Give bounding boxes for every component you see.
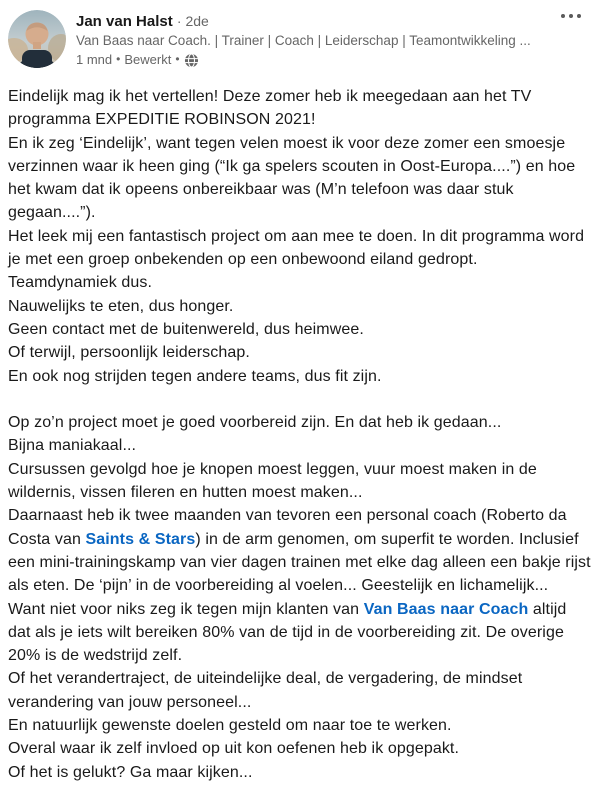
post-text: Of het verandertraject, de uiteindelijke deal, de vergadering, de mindset verandering van jouw personeel...	[8, 670, 523, 711]
header-text	[76, 10, 531, 68]
post-paragraph	[8, 737, 593, 760]
post-text: Of het is gelukt? Ga maar kijken...	[8, 763, 253, 781]
post-paragraph	[8, 271, 593, 294]
post-inline-link[interactable]: Van Baas naar Coach	[363, 600, 529, 618]
post-paragraph	[8, 318, 593, 341]
post-text: ) in de arm genomen, om superfit te worden. Inclusief een mini-trainingskamp van vier dagen trainen met elke dag alleen een bakje rijst als eten. De ‘pijn’ in de voorbereiding al voelen... Geestelijk en lichamelijk...	[8, 530, 591, 595]
post-paragraph	[8, 761, 593, 784]
post-text: Want niet voor niks zeg ik tegen mijn klanten van	[8, 600, 364, 618]
degree-label: 2de	[185, 13, 209, 29]
post-text: Geen contact met de buitenwereld, dus heimwee.	[8, 320, 364, 338]
post-paragraph	[8, 504, 593, 597]
post-paragraph	[8, 667, 593, 714]
post-paragraph	[8, 365, 593, 388]
post-paragraph	[8, 85, 593, 132]
post-text: Bijna maniakaal...	[8, 437, 137, 455]
post-paragraph	[8, 225, 593, 272]
avatar-photo	[8, 10, 66, 68]
post-text: Eindelijk mag ik het vertellen! Deze zomer heb ik meegedaan aan het TV programma EXPEDITIE ROBINSON 2021!	[8, 88, 532, 129]
post-text: En ook nog strijden tegen andere teams, dus fit zijn.	[8, 367, 382, 385]
timestamp: 1 mnd	[76, 52, 113, 67]
post-text: Daarnaast heb ik twee maanden van tevoren een personal coach (Roberto da Costa van	[8, 507, 567, 548]
post-text: Nauwelijks te eten, dus honger.	[8, 297, 234, 315]
meta-separator: •	[116, 52, 121, 66]
post-paragraph	[8, 458, 593, 505]
post-text: En natuurlijk gewenste doelen gesteld om naar toe te werken.	[8, 717, 452, 735]
post-header	[0, 0, 601, 76]
more-dot	[569, 14, 573, 18]
post-text: Op zo’n project moet je goed voorbereid zijn. En dat heb ik gedaan...	[8, 414, 502, 432]
post-text: Teamdynamiek dus.	[8, 274, 152, 292]
meta-separator: •	[175, 52, 180, 66]
degree-bullet: ·	[176, 13, 182, 29]
more-options-button[interactable]	[555, 8, 587, 24]
edited-label: Bewerkt	[124, 52, 172, 67]
author-name[interactable]: Jan van Halst	[76, 13, 173, 30]
post-paragraph	[8, 341, 593, 364]
post-text: Cursussen gevolgd hoe je knopen moest leggen, vuur moest maken in de wildernis, vissen fileren en hutten moest maken...	[8, 460, 537, 502]
post-text: Overal waar ik zelf invloed op uit kon oefenen heb ik opgepakt.	[8, 740, 460, 758]
avatar[interactable]	[8, 10, 66, 68]
post-paragraph	[8, 132, 593, 225]
post-text: Het leek mij een fantastisch project om aan mee te doen. In dit programma word je met een groep onbekenden op een onbewoond eiland gedropt.	[8, 227, 585, 269]
more-dot	[577, 14, 581, 18]
post-text: En ik zeg ‘Eindelijk’, want tegen velen moest ik voor deze zomer een smoesje verzinnen waar ik heen ging (“Ik ga spelers scouten in Oost-Europa....”) en hoe het kwam dat ik opeens onbereikbaar was (M’n telefoon was daar stuk gegaan....”).	[8, 134, 576, 222]
post-paragraph	[8, 598, 593, 668]
connection-degree	[177, 13, 209, 29]
author-headline: Van Baas naar Coach. | Trainer | Coach | Leiderschap | Teamontwikkeling ...	[76, 33, 531, 48]
post-paragraph	[8, 411, 593, 434]
name-line	[76, 12, 531, 31]
post-blank-line	[8, 388, 593, 411]
post-meta	[76, 51, 531, 68]
post-paragraph	[8, 714, 593, 737]
more-dot	[561, 14, 565, 18]
post-body	[0, 76, 601, 784]
globe-icon	[184, 53, 199, 68]
post-text: Of terwijl, persoonlijk leiderschap.	[8, 344, 250, 362]
post-inline-link[interactable]: Saints & Stars	[85, 530, 196, 548]
post-paragraph	[8, 295, 593, 318]
post-paragraph	[8, 434, 593, 457]
post-text: altijd dat als je iets wilt bereiken 80% van de tijd in de voorbereiding zit. De overige 20% is de wedstrijd zelf.	[8, 600, 567, 665]
